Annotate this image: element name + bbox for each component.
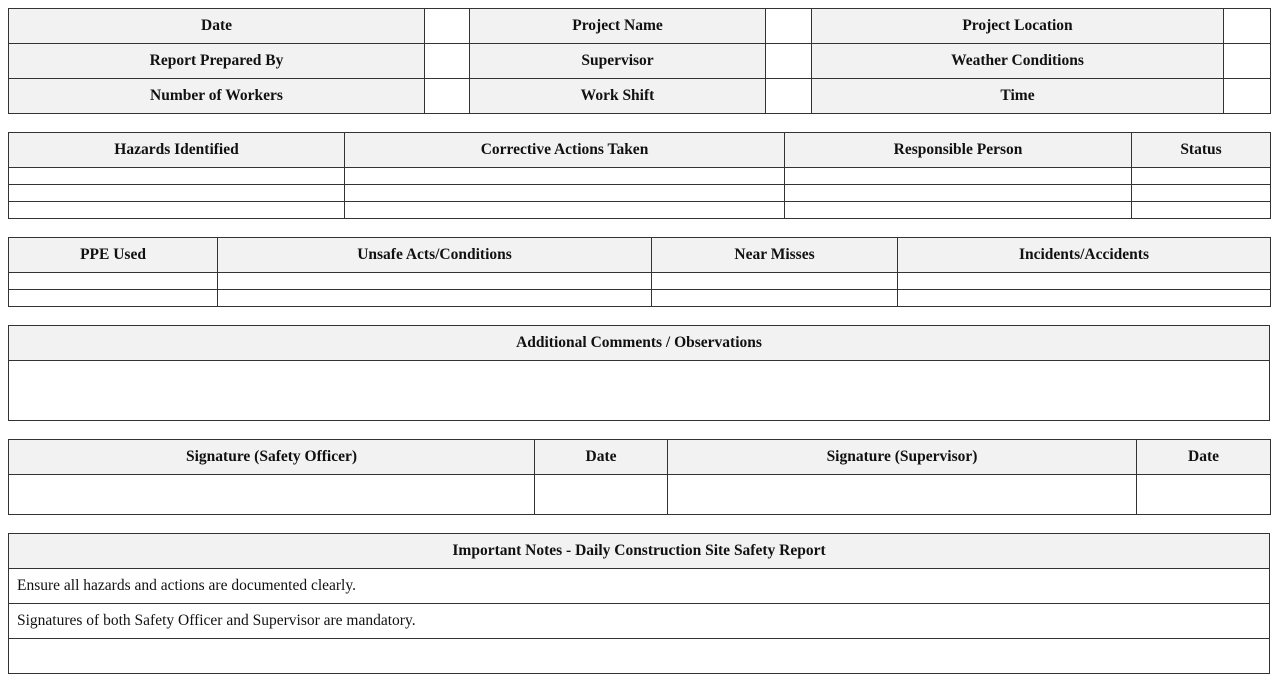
supervisor-field[interactable] — [766, 44, 812, 79]
status-cell[interactable] — [1132, 185, 1271, 202]
responsible-person-cell[interactable] — [785, 168, 1132, 185]
date-label: Date — [9, 9, 425, 44]
note-item — [9, 639, 1270, 674]
date-field[interactable] — [425, 9, 470, 44]
report-prepared-by-label: Report Prepared By — [9, 44, 425, 79]
hazards-identified-header: Hazards Identified — [9, 133, 345, 168]
ppe-used-cell[interactable] — [9, 290, 218, 307]
responsible-person-header: Responsible Person — [785, 133, 1132, 168]
notes-table — [8, 533, 1270, 674]
report-prepared-by-field[interactable] — [425, 44, 470, 79]
info-row — [9, 44, 1271, 79]
notes-header-row — [9, 534, 1270, 569]
safety-officer-signature-header: Signature (Safety Officer) — [9, 440, 535, 475]
safety-officer-signature-field[interactable] — [9, 475, 535, 515]
number-of-workers-field[interactable] — [425, 79, 470, 114]
supervisor-signature-field[interactable] — [668, 475, 1137, 515]
incidents-accidents-header: Incidents/Accidents — [898, 238, 1271, 273]
corrective-action-cell[interactable] — [345, 185, 785, 202]
hazard-cell[interactable] — [9, 168, 345, 185]
note-row — [9, 569, 1270, 604]
corrective-action-cell[interactable] — [345, 202, 785, 219]
incidents-accidents-cell[interactable] — [898, 290, 1271, 307]
unsafe-acts-cell[interactable] — [218, 273, 652, 290]
supervisor-date-header: Date — [1137, 440, 1271, 475]
note-item: Ensure all hazards and actions are documented clearly. — [9, 569, 1270, 604]
signatures-table — [8, 439, 1271, 515]
incidents-accidents-cell[interactable] — [898, 273, 1271, 290]
time-label: Time — [812, 79, 1224, 114]
table-row — [9, 202, 1271, 219]
info-row — [9, 79, 1271, 114]
unsafe-acts-cell[interactable] — [218, 290, 652, 307]
weather-conditions-field[interactable] — [1224, 44, 1271, 79]
responsible-person-cell[interactable] — [785, 185, 1132, 202]
ppe-used-header: PPE Used — [9, 238, 218, 273]
signatures-row — [9, 475, 1271, 515]
status-header: Status — [1132, 133, 1271, 168]
report-info-table — [8, 8, 1271, 114]
comments-header-row — [9, 326, 1270, 361]
incidents-header-row — [9, 238, 1271, 273]
ppe-used-cell[interactable] — [9, 273, 218, 290]
incidents-table — [8, 237, 1271, 307]
near-misses-cell[interactable] — [652, 290, 898, 307]
supervisor-date-field[interactable] — [1137, 475, 1271, 515]
comments-header: Additional Comments / Observations — [9, 326, 1270, 361]
table-row — [9, 273, 1271, 290]
status-cell[interactable] — [1132, 202, 1271, 219]
safety-officer-date-header: Date — [535, 440, 668, 475]
status-cell[interactable] — [1132, 168, 1271, 185]
corrective-actions-header: Corrective Actions Taken — [345, 133, 785, 168]
hazards-table — [8, 132, 1271, 219]
comments-field[interactable] — [9, 361, 1270, 421]
info-row — [9, 9, 1271, 44]
notes-header: Important Notes - Daily Construction Site Safety Report — [9, 534, 1270, 569]
note-row — [9, 604, 1270, 639]
safety-officer-date-field[interactable] — [535, 475, 668, 515]
supervisor-label: Supervisor — [470, 44, 766, 79]
comments-row — [9, 361, 1270, 421]
work-shift-field[interactable] — [766, 79, 812, 114]
work-shift-label: Work Shift — [470, 79, 766, 114]
table-row — [9, 185, 1271, 202]
note-row — [9, 639, 1270, 674]
weather-conditions-label: Weather Conditions — [812, 44, 1224, 79]
supervisor-signature-header: Signature (Supervisor) — [668, 440, 1137, 475]
hazards-header-row — [9, 133, 1271, 168]
signatures-header-row — [9, 440, 1271, 475]
near-misses-header: Near Misses — [652, 238, 898, 273]
corrective-action-cell[interactable] — [345, 168, 785, 185]
comments-table — [8, 325, 1270, 421]
table-row — [9, 290, 1271, 307]
project-name-field[interactable] — [766, 9, 812, 44]
near-misses-cell[interactable] — [652, 273, 898, 290]
project-name-label: Project Name — [470, 9, 766, 44]
unsafe-acts-header: Unsafe Acts/Conditions — [218, 238, 652, 273]
time-field[interactable] — [1224, 79, 1271, 114]
hazard-cell[interactable] — [9, 185, 345, 202]
hazard-cell[interactable] — [9, 202, 345, 219]
project-location-field[interactable] — [1224, 9, 1271, 44]
number-of-workers-label: Number of Workers — [9, 79, 425, 114]
note-item: Signatures of both Safety Officer and Supervisor are mandatory. — [9, 604, 1270, 639]
project-location-label: Project Location — [812, 9, 1224, 44]
responsible-person-cell[interactable] — [785, 202, 1132, 219]
table-row — [9, 168, 1271, 185]
